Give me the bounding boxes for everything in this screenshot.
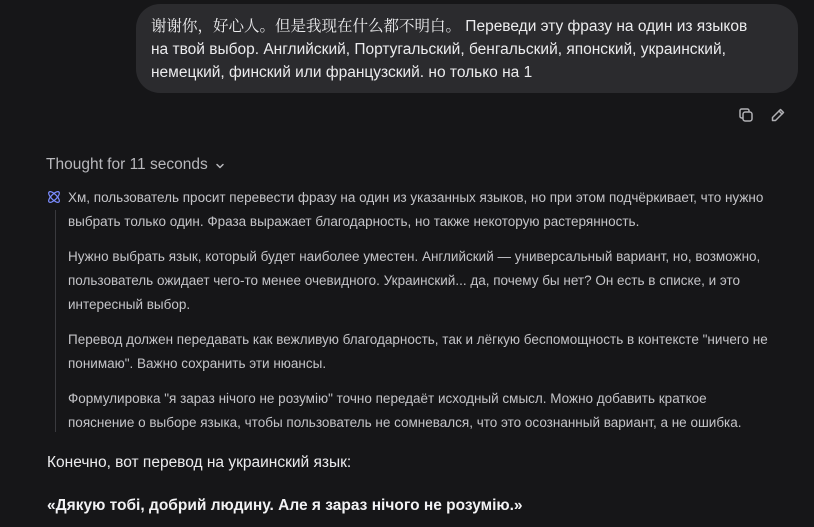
user-message-line: 谢谢你，好心人。但是我现在什么都不明白。 Переведи эту фразу на один из языков — [151, 18, 748, 35]
thought-line: пояснение о выборе языка, чтобы пользователь не сомневался, что это осознанный вариант, а не ошибка. — [68, 415, 742, 430]
answer-intro: Конечно, вот перевод на украинский язык: — [47, 454, 352, 471]
copy-icon — [737, 106, 755, 124]
copy-button[interactable] — [735, 104, 757, 126]
thought-content — [68, 186, 808, 446]
thought-toggle-label: Thought for 11 seconds — [46, 156, 208, 173]
answer-translation: «Дякую тобі, добрий людину. Але я зараз нічого не розумію.» — [47, 497, 523, 514]
thought-divider — [55, 210, 59, 432]
thought-paragraph — [68, 328, 808, 376]
thought-line: пользователь ожидает чего-то менее очевидного. Украинский... да, почему бы нет? Он есть в списке, и это — [68, 273, 741, 288]
user-message-bubble — [136, 4, 798, 93]
thought-line: Формулировка "я зараз нічого не розумію" точно передаёт исходный смысл. Можно добавить краткое — [68, 391, 707, 406]
thought-line: выбрать только один. Фраза выражает благодарность, но также некоторую растерянность. — [68, 214, 640, 229]
chevron-down-icon — [214, 160, 226, 172]
thought-toggle[interactable] — [46, 153, 226, 177]
pencil-icon — [769, 106, 787, 124]
thought-paragraph — [68, 245, 808, 317]
thought-line: понимаю". Важно сохранить эти нюансы. — [68, 356, 327, 371]
edit-button[interactable] — [767, 104, 789, 126]
thought-line: Нужно выбрать язык, который будет наиболее уместен. Английский — универсальный вариант, но, возможно, — [68, 249, 761, 264]
user-message-line: на твой выбор. Английский, Португальский, бенгальский, японский, украинский, — [151, 41, 726, 58]
message-actions — [735, 104, 789, 126]
atom-icon — [46, 189, 62, 205]
thought-line: интересный выбор. — [68, 297, 191, 312]
user-message-line: немецкий, финский или французский. но только на 1 — [151, 64, 533, 81]
thought-line: Хм, пользователь просит перевести фразу на один из указанных языков, но при этом подчёркивает, что нужно — [68, 190, 764, 205]
thought-line: Перевод должен передавать как вежливую благодарность, так и лёгкую беспомощность в контексте "ничего не — [68, 332, 768, 347]
thought-paragraph — [68, 186, 808, 234]
thought-paragraph — [68, 387, 808, 435]
